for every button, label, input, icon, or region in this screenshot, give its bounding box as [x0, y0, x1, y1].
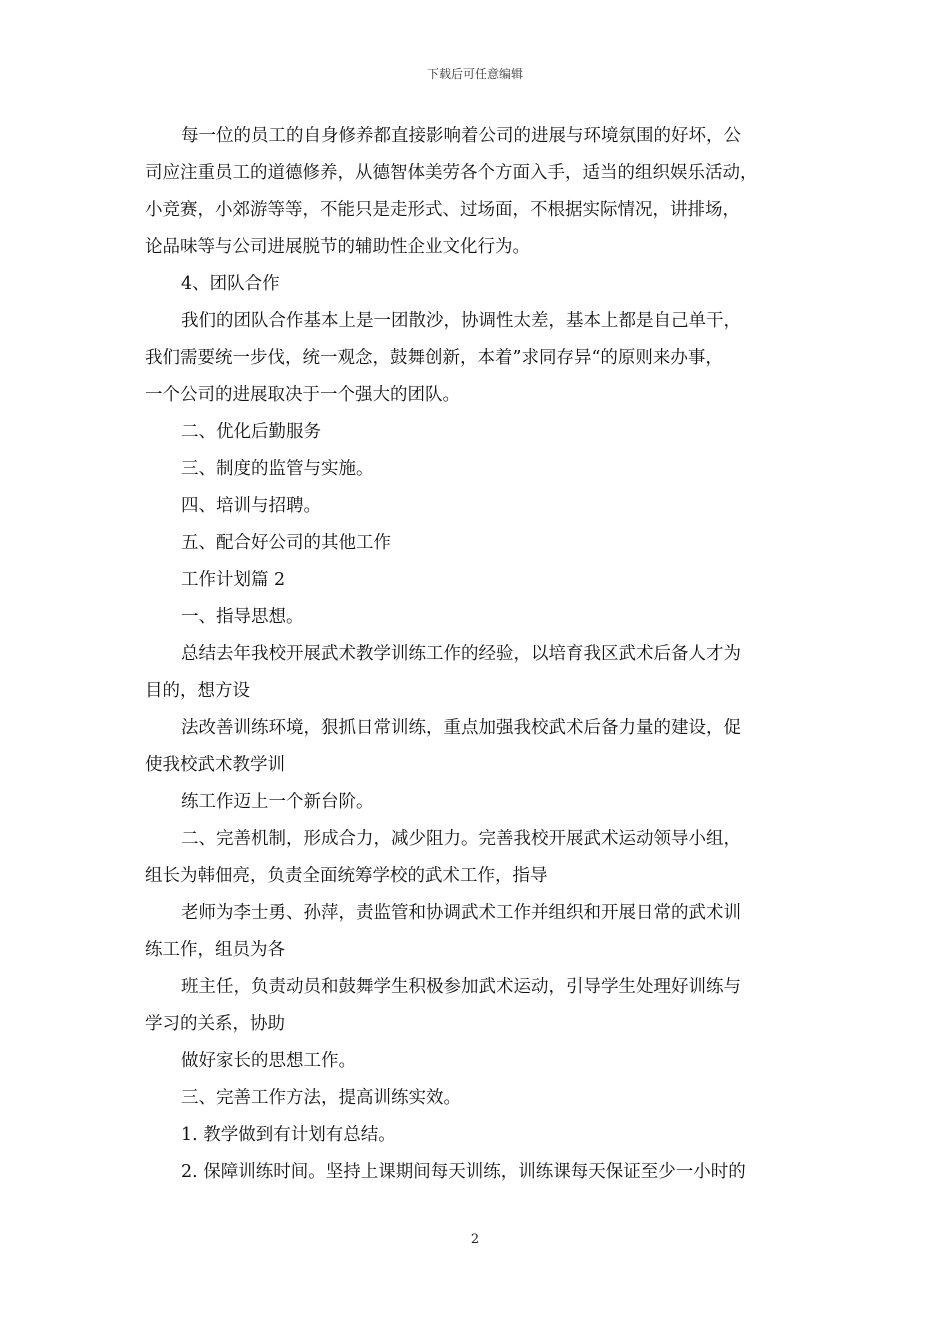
paragraph-line: 做好家长的思想工作。 — [181, 1051, 356, 1071]
paragraph-line: 一个公司的进展取决于一个强大的团队。 — [145, 385, 460, 405]
section-heading: 四、培训与招聘。 — [181, 496, 321, 516]
section-heading: 三、完善工作方法，提高训练实效。 — [181, 1088, 461, 1108]
paragraph-line: 小竞赛，小郊游等等，不能只是走形式、过场面，不根据实际情况，讲排场， — [145, 200, 740, 220]
paragraph-line: 论品味等与公司进展脱节的辅助性企业文化行为。 — [145, 237, 530, 257]
paragraph-line: 班主任，负责动员和鼓舞学生积极参加武术运动，引导学生处理好训练与 — [181, 977, 741, 997]
page-header: 下载后可任意编辑 — [426, 67, 523, 81]
paragraph-line: 使我校武术教学训 — [145, 755, 285, 775]
section-heading: 二、优化后勤服务 — [181, 422, 321, 442]
document-body — [145, 118, 817, 1191]
paragraph-line: 老师为李士勇、孙萍，责监管和协调武术工作并组织和开展日常的武术训 — [181, 903, 741, 923]
paragraph-line: 练工作迈上一个新台阶。 — [181, 792, 374, 812]
page-number: 2 — [470, 1232, 480, 1247]
paragraph-line: 组长为韩佃亮，负责全面统筹学校的武术工作，指导 — [145, 866, 548, 886]
paragraph-line: 每一位的员工的自身修养都直接影响着公司的进展与环境氛围的好坏，公 — [181, 126, 741, 146]
section-heading: 三、制度的监管与实施。 — [181, 459, 374, 479]
paragraph-line: 法改善训练环境，狠抓日常训练，重点加强我校武术后备力量的建设，促 — [181, 718, 741, 738]
section-heading: 一、指导思想。 — [181, 607, 304, 627]
section-heading: 五、配合好公司的其他工作 — [181, 533, 391, 553]
list-item: 1. 教学做到有计划有总结。 — [181, 1125, 396, 1145]
paragraph-line: 总结去年我校开展武术教学训练工作的经验，以培育我区武术后备人才为 — [181, 644, 741, 664]
paragraph-line: 我们的团队合作基本上是一团散沙，协调性太差，基本上都是自己单干， — [181, 311, 741, 331]
paragraph-line: 目的，想方设 — [145, 681, 250, 701]
paragraph-line: 司应注重员工的道德修养，从德智体美劳各个方面入手，适当的组织娱乐活动， — [145, 163, 758, 183]
document-subtitle: 工作计划篇 2 — [181, 570, 286, 590]
paragraph-line: 练工作，组员为各 — [145, 940, 285, 960]
section-heading: 4、团队合作 — [181, 274, 280, 294]
list-item: 2. 保障训练时间。坚持上课期间每天训练，训练课每天保证至少一小时的 — [181, 1162, 746, 1182]
paragraph-line: 学习的关系，协助 — [145, 1014, 285, 1034]
paragraph-line: 二、完善机制，形成合力，减少阻力。完善我校开展武术运动领导小组， — [181, 829, 741, 849]
paragraph-line: 我们需要统一步伐，统一观念，鼓舞创新，本着”求同存异“的原则来办事， — [145, 348, 723, 368]
